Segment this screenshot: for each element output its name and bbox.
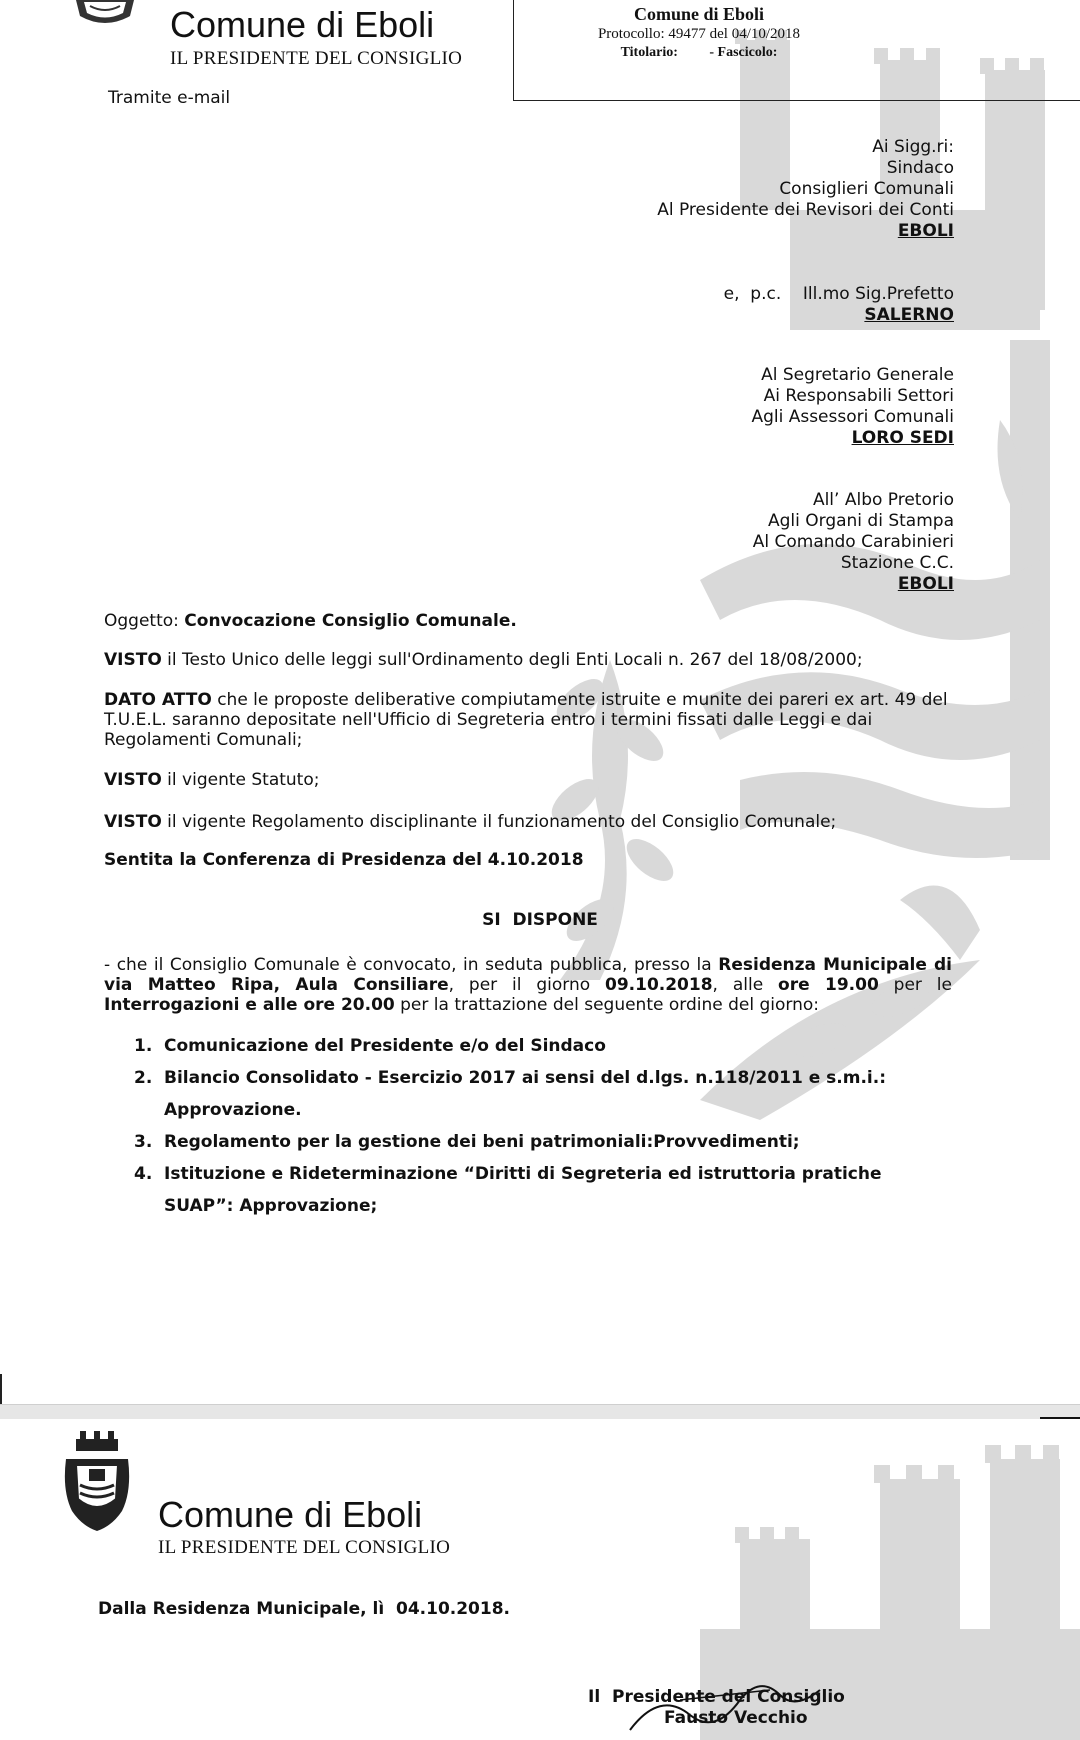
agenda-text: Comunicazione del Presidente e/o del Sindaco bbox=[164, 1036, 606, 1056]
agenda-text: Regolamento per la gestione dei beni patrimoniali:Provvedimenti; bbox=[164, 1132, 800, 1152]
paragraph-text: che le proposte deliberative compiutamente istruite e munite dei pareri ex art. 49 del T.U.E.L. saranno depositate nell'Ufficio di Segreteria entro i termini fissati dalle Leggi e dai Regolamenti Comunali; bbox=[104, 690, 948, 750]
signature-name: Fausto Vecchio bbox=[664, 1708, 808, 1728]
paragraph-text: per le bbox=[878, 975, 952, 995]
dateline: Dalla Residenza Municipale, lì 04.10.2018. bbox=[98, 1599, 511, 1619]
recipient-place: EBOLI bbox=[897, 221, 954, 241]
recipient-line: Agli Assessori Comunali bbox=[751, 407, 954, 427]
signature-role: Il Presidente del Consiglio bbox=[588, 1687, 845, 1707]
paragraph-text: , alle bbox=[712, 975, 779, 995]
subject-line bbox=[104, 611, 952, 631]
paragraph-keyword: VISTO bbox=[104, 650, 162, 670]
paragraph-text: , per il giorno bbox=[448, 975, 605, 995]
meeting-time: ore 19.00 bbox=[778, 975, 879, 995]
recipient-line: Ai Responsabili Settori bbox=[763, 386, 954, 406]
dispositive-heading: SI DISPONE bbox=[482, 910, 598, 930]
recipient-line: Stazione C.C. bbox=[840, 553, 954, 573]
paragraph-visto-regolamento bbox=[104, 812, 952, 832]
municipality-title: Comune di Eboli bbox=[170, 4, 435, 45]
agenda-text: Istituzione e Rideterminazione “Diritti di Segreteria ed istruttoria pratiche SUAP”: Approvazione; bbox=[164, 1164, 882, 1216]
recipient-place: EBOLI bbox=[897, 574, 954, 594]
paragraph-visto-statuto bbox=[104, 770, 952, 790]
paragraph-visto-tuel bbox=[104, 650, 952, 670]
page-separator bbox=[0, 1404, 1080, 1420]
agenda-number: 4. bbox=[134, 1164, 153, 1184]
paragraph-dispone bbox=[104, 955, 952, 1015]
paragraph-text: il vigente Regolamento disciplinante il funzionamento del Consiglio Comunale; bbox=[161, 812, 837, 832]
recipient-line: Al Presidente dei Revisori dei Conti bbox=[657, 200, 954, 220]
paragraph-keyword: DATO ATTO bbox=[104, 690, 212, 710]
subject-text: Convocazione Consiglio Comunale. bbox=[184, 611, 517, 631]
handwritten-signature bbox=[620, 1670, 860, 1740]
agenda-item bbox=[134, 1030, 952, 1062]
paragraph-keyword: VISTO bbox=[104, 770, 162, 790]
agenda-item bbox=[134, 1126, 952, 1158]
recipient-line: Consiglieri Comunali bbox=[779, 179, 954, 199]
agenda-item bbox=[134, 1158, 952, 1222]
page-edge-mark bbox=[0, 1374, 2, 1404]
protocol-stamp bbox=[513, 0, 1080, 101]
recipient-line: e, p.c. Ill.mo Sig.Prefetto bbox=[723, 284, 954, 304]
protocol-number: Protocollo: 49477 del 04/10/2018 bbox=[597, 26, 801, 42]
paragraph-text: il vigente Statuto; bbox=[161, 770, 320, 790]
office-subtitle: IL PRESIDENTE DEL CONSIGLIO bbox=[170, 48, 463, 69]
paragraph-text: per la trattazione del seguente ordine del giorno: bbox=[394, 995, 819, 1015]
agenda-number: 1. bbox=[134, 1036, 153, 1056]
protocol-classification: Titolario: - Fascicolo: bbox=[620, 45, 778, 60]
agenda-item bbox=[134, 1062, 952, 1126]
paragraph-text: il Testo Unico delle leggi sull'Ordinamento degli Enti Locali n. 267 del 18/08/2000; bbox=[161, 650, 863, 670]
recipient-place: LORO SEDI bbox=[851, 428, 954, 448]
coat-of-arms-icon bbox=[62, 1431, 132, 1537]
recipients-group-3 bbox=[753, 490, 954, 595]
subject-label: Oggetto: bbox=[104, 611, 185, 631]
recipients-group-1 bbox=[657, 137, 954, 242]
recipients-group-2 bbox=[751, 365, 954, 449]
recipient-place: SALERNO bbox=[864, 305, 954, 325]
watermark-castle bbox=[0, 1419, 1080, 1740]
recipient-line: Sindaco bbox=[886, 158, 954, 178]
recipient-line: Al Segretario Generale bbox=[761, 365, 954, 385]
document-page-2 bbox=[0, 1419, 1080, 1740]
meeting-location: Residenza Municipale di via Matteo Ripa, Aula Consiliare bbox=[104, 955, 952, 995]
delivery-method: Tramite e-mail bbox=[108, 88, 231, 108]
recipient-line: Ai Sigg.ri: bbox=[872, 137, 954, 157]
agenda-number: 3. bbox=[134, 1132, 153, 1152]
coat-of-arms-icon bbox=[70, 0, 140, 30]
paragraph-dato-atto bbox=[104, 690, 952, 750]
recipient-line: Agli Organi di Stampa bbox=[767, 511, 954, 531]
paragraph-conferenza: Sentita la Conferenza di Presidenza del 4.10.2018 bbox=[104, 850, 584, 870]
recipient-line: All’ Albo Pretorio bbox=[812, 490, 954, 510]
municipality-title: Comune di Eboli bbox=[158, 1494, 423, 1535]
paragraph-keyword: VISTO bbox=[104, 812, 162, 832]
recipients-group-pc bbox=[724, 284, 954, 326]
meeting-schedule: Interrogazioni e alle ore 20.00 bbox=[104, 995, 395, 1015]
paragraph-text: - che il Consiglio Comunale è convocato, in seduta pubblica, presso la bbox=[104, 955, 719, 975]
meeting-date: 09.10.2018 bbox=[605, 975, 713, 995]
protocol-entity: Comune di Eboli bbox=[633, 4, 765, 24]
agenda-number: 2. bbox=[134, 1068, 153, 1088]
recipient-line: Al Comando Carabinieri bbox=[752, 532, 954, 552]
agenda-text: Bilancio Consolidato - Esercizio 2017 ai sensi del d.lgs. n.118/2011 e s.m.i.: Approvazione. bbox=[164, 1068, 887, 1120]
office-subtitle: IL PRESIDENTE DEL CONSIGLIO bbox=[158, 1537, 451, 1558]
